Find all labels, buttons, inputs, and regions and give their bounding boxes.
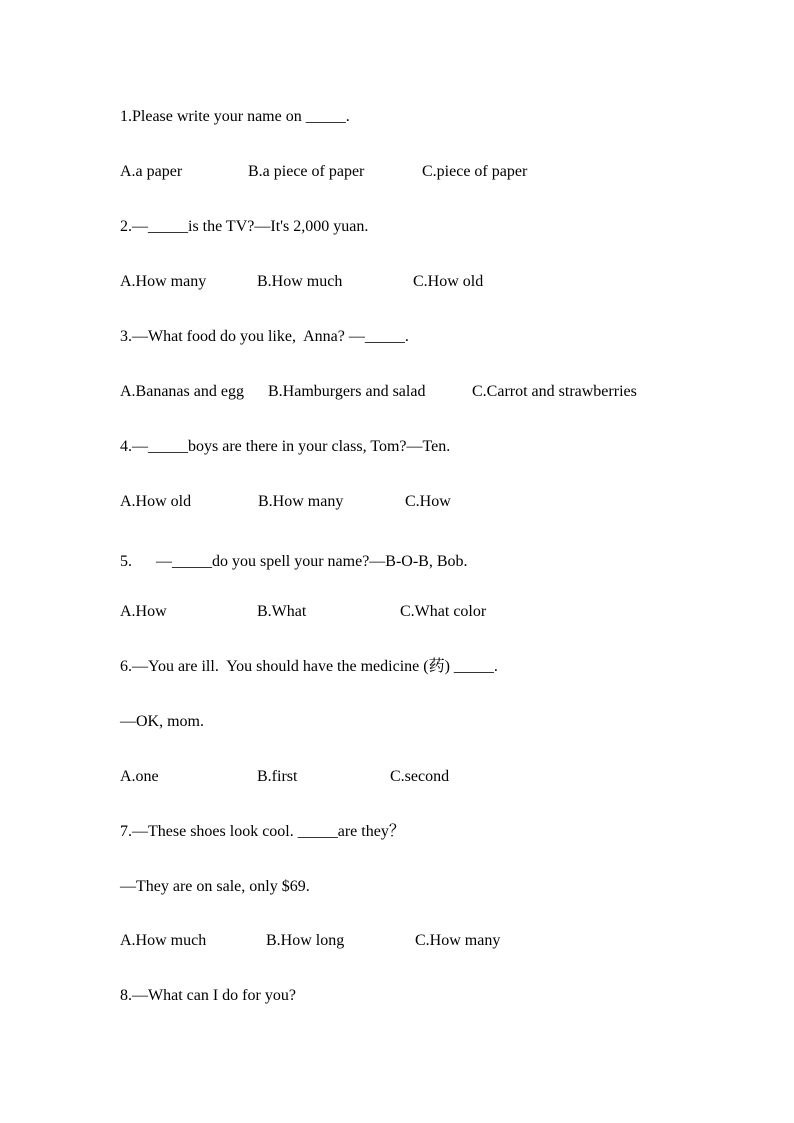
question-1-stem: 1.Please write your name on _____. xyxy=(120,108,350,125)
question-7-reply: —They are on sale, only $69. xyxy=(120,878,310,895)
question-2-option-b: B.How much xyxy=(257,273,343,290)
question-6-option-a: A.one xyxy=(120,768,159,785)
question-3-option-c: C.Carrot and strawberries xyxy=(472,383,637,400)
question-1-option-b: B.a piece of paper xyxy=(248,163,365,180)
question-3-stem: 3.—What food do you like, Anna? —_____. xyxy=(120,328,409,345)
question-2-option-a: A.How many xyxy=(120,273,207,290)
question-5-option-a: A.How xyxy=(120,603,167,620)
question-3-options xyxy=(120,382,720,402)
question-6-options xyxy=(120,767,720,787)
question-6-reply: —OK, mom. xyxy=(120,713,204,730)
question-7-option-c: C.How many xyxy=(415,932,501,949)
question-7-stem: 7.—These shoes look cool. _____are they？ xyxy=(120,823,405,840)
question-2-options xyxy=(120,272,720,292)
question-7-option-b: B.How long xyxy=(266,932,345,949)
question-2-option-c: C.How old xyxy=(413,273,484,290)
question-7-option-a: A.How much xyxy=(120,932,207,949)
question-5-option-b: B.What xyxy=(257,603,307,620)
question-7-options xyxy=(120,931,720,951)
question-2-stem: 2.—_____is the TV?—It's 2,000 yuan. xyxy=(120,218,369,235)
question-4-option-b: B.How many xyxy=(258,493,344,510)
question-5-options xyxy=(120,602,720,622)
question-6-option-b: B.first xyxy=(257,768,298,785)
question-1-option-a: A.a paper xyxy=(120,163,183,180)
question-6-option-c: C.second xyxy=(390,768,450,785)
question-4-option-a: A.How old xyxy=(120,493,192,510)
question-6-stem: 6.—You are ill. You should have the medicine (药) _____. xyxy=(120,658,498,675)
question-4-stem: 4.—_____boys are there in your class, Tom?—Ten. xyxy=(120,438,451,455)
question-1-options xyxy=(120,162,720,182)
question-3-option-b: B.Hamburgers and salad xyxy=(268,383,426,400)
question-3-option-a: A.Bananas and egg xyxy=(120,383,244,400)
question-4-options xyxy=(120,492,720,512)
question-1-option-c: C.piece of paper xyxy=(422,163,528,180)
question-5-option-c: C.What color xyxy=(400,603,487,620)
question-4-option-c: C.How xyxy=(405,493,451,510)
question-8-stem: 8.—What can I do for you? xyxy=(120,987,296,1004)
question-5-stem: 5. —_____do you spell your name?—B-O-B, Bob. xyxy=(120,553,468,570)
